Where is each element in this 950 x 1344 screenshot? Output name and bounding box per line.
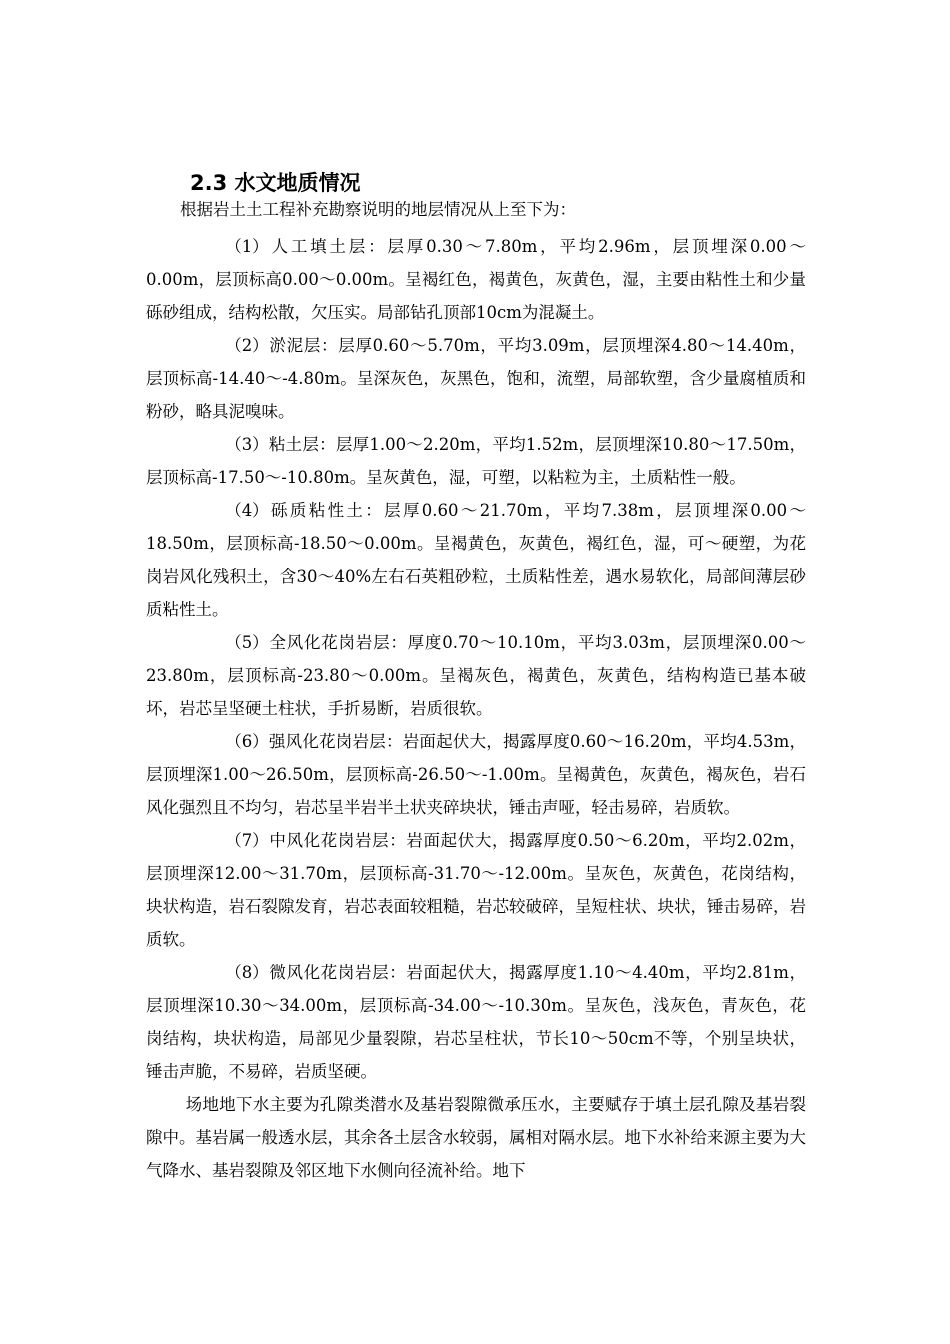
layer-description: 粘土层：层厚1.00～2.20m，平均1.52m，层顶埋深10.80～17.50m，层顶标高-17.50～-10.80m。呈灰黄色，湿，可塑，以粘粒为主，土质粘性一般。 bbox=[146, 435, 806, 487]
layer-item bbox=[146, 329, 806, 428]
layer-description: 砾质粘性土：层厚0.60～21.70m，平均7.38m，层顶埋深0.00～18.50m，层顶标高-18.50～0.00m。呈褐黄色，灰黄色，褐红色，湿，可～硬塑，为花岗岩风化残积土，含30～40%左右石英粗砂粒，土质粘性差，遇水易软化，局部间薄层砂质粘性土。 bbox=[146, 501, 806, 619]
section-intro: 根据岩土土工程补充勘察说明的地层情况从上至下为： bbox=[180, 200, 576, 219]
layer-number: （3） bbox=[225, 435, 269, 454]
layer-item bbox=[146, 725, 806, 824]
layer-description: 强风化花岗岩层：岩面起伏大，揭露厚度0.60～16.20m，平均4.53m，层顶埋深1.00～26.50m，层顶标高-26.50～-1.00m。呈褐黄色，灰黄色，褐灰色，岩石风化强烈且不均匀，岩芯呈半岩半土状夹碎块状，锤击声哑，轻击易碎，岩质软。 bbox=[146, 732, 806, 817]
layer-number: （1） bbox=[225, 237, 269, 256]
layer-number: （8） bbox=[225, 963, 269, 982]
layer-number: （6） bbox=[225, 732, 269, 751]
layer-number: （7） bbox=[225, 831, 269, 850]
layer-description: 中风化花岗岩层：岩面起伏大，揭露厚度0.50～6.20m，平均2.02m，层顶埋深12.00～31.70m，层顶标高-31.70～-12.00m。呈灰色，灰黄色，花岗结构，块状构造，岩石裂隙发育，岩芯表面较粗糙，岩芯较破碎，呈短柱状、块状，锤击易碎，岩质软。 bbox=[146, 831, 806, 949]
layer-item bbox=[146, 956, 806, 1088]
layer-item bbox=[146, 824, 806, 956]
groundwater-paragraph: 场地地下水主要为孔隙类潜水及基岩裂隙微承压水，主要赋存于填土层孔隙及基岩裂隙中。基岩属一般透水层，其余各土层含水较弱，属相对隔水层。地下水补给来源主要为大气降水、基岩裂隙及邻区地下水侧向径流补给。地下 bbox=[146, 1095, 806, 1180]
layer-description: 人工填土层：层厚0.30～7.80m，平均2.96m，层顶埋深0.00～0.00m，层顶标高0.00～0.00m。呈褐红色，褐黄色，灰黄色，湿，主要由粘性土和少量砾砂组成，结构松散，欠压实。局部钻孔顶部10cm为混凝土。 bbox=[146, 237, 806, 322]
layer-item bbox=[146, 230, 806, 329]
layer-item bbox=[146, 626, 806, 725]
layer-description: 微风化花岗岩层：岩面起伏大，揭露厚度1.10～4.40m，平均2.81m，层顶埋深10.30～34.00m，层顶标高-34.00～-10.30m。呈灰色，浅灰色，青灰色，花岗结构，块状构造，局部见少量裂隙，岩芯呈柱状，节长10～50cm不等，个别呈块状，锤击声脆，不易碎，岩质坚硬。 bbox=[146, 963, 806, 1081]
layer-item bbox=[146, 494, 806, 626]
layer-item bbox=[146, 428, 806, 494]
layer-description: 全风化花岗岩层：厚度0.70～10.10m，平均3.03m，层顶埋深0.00～23.80m，层顶标高-23.80～0.00m。呈褐灰色，褐黄色，灰黄色，结构构造已基本破坏，岩芯呈坚硬土柱状，手折易断，岩质很软。 bbox=[146, 633, 806, 718]
layer-description: 淤泥层：层厚0.60～5.70m，平均3.09m，层顶埋深4.80～14.40m，层顶标高-14.40～-4.80m。呈深灰色，灰黑色，饱和，流塑，局部软塑，含少量腐植质和粉砂，略具泥嗅味。 bbox=[146, 336, 806, 421]
section-heading: 2.3 水文地质情况 bbox=[190, 171, 361, 195]
layer-number: （5） bbox=[225, 633, 269, 652]
layer-number: （2） bbox=[225, 336, 269, 355]
layer-number: （4） bbox=[225, 501, 269, 520]
layer-list bbox=[146, 230, 806, 1187]
